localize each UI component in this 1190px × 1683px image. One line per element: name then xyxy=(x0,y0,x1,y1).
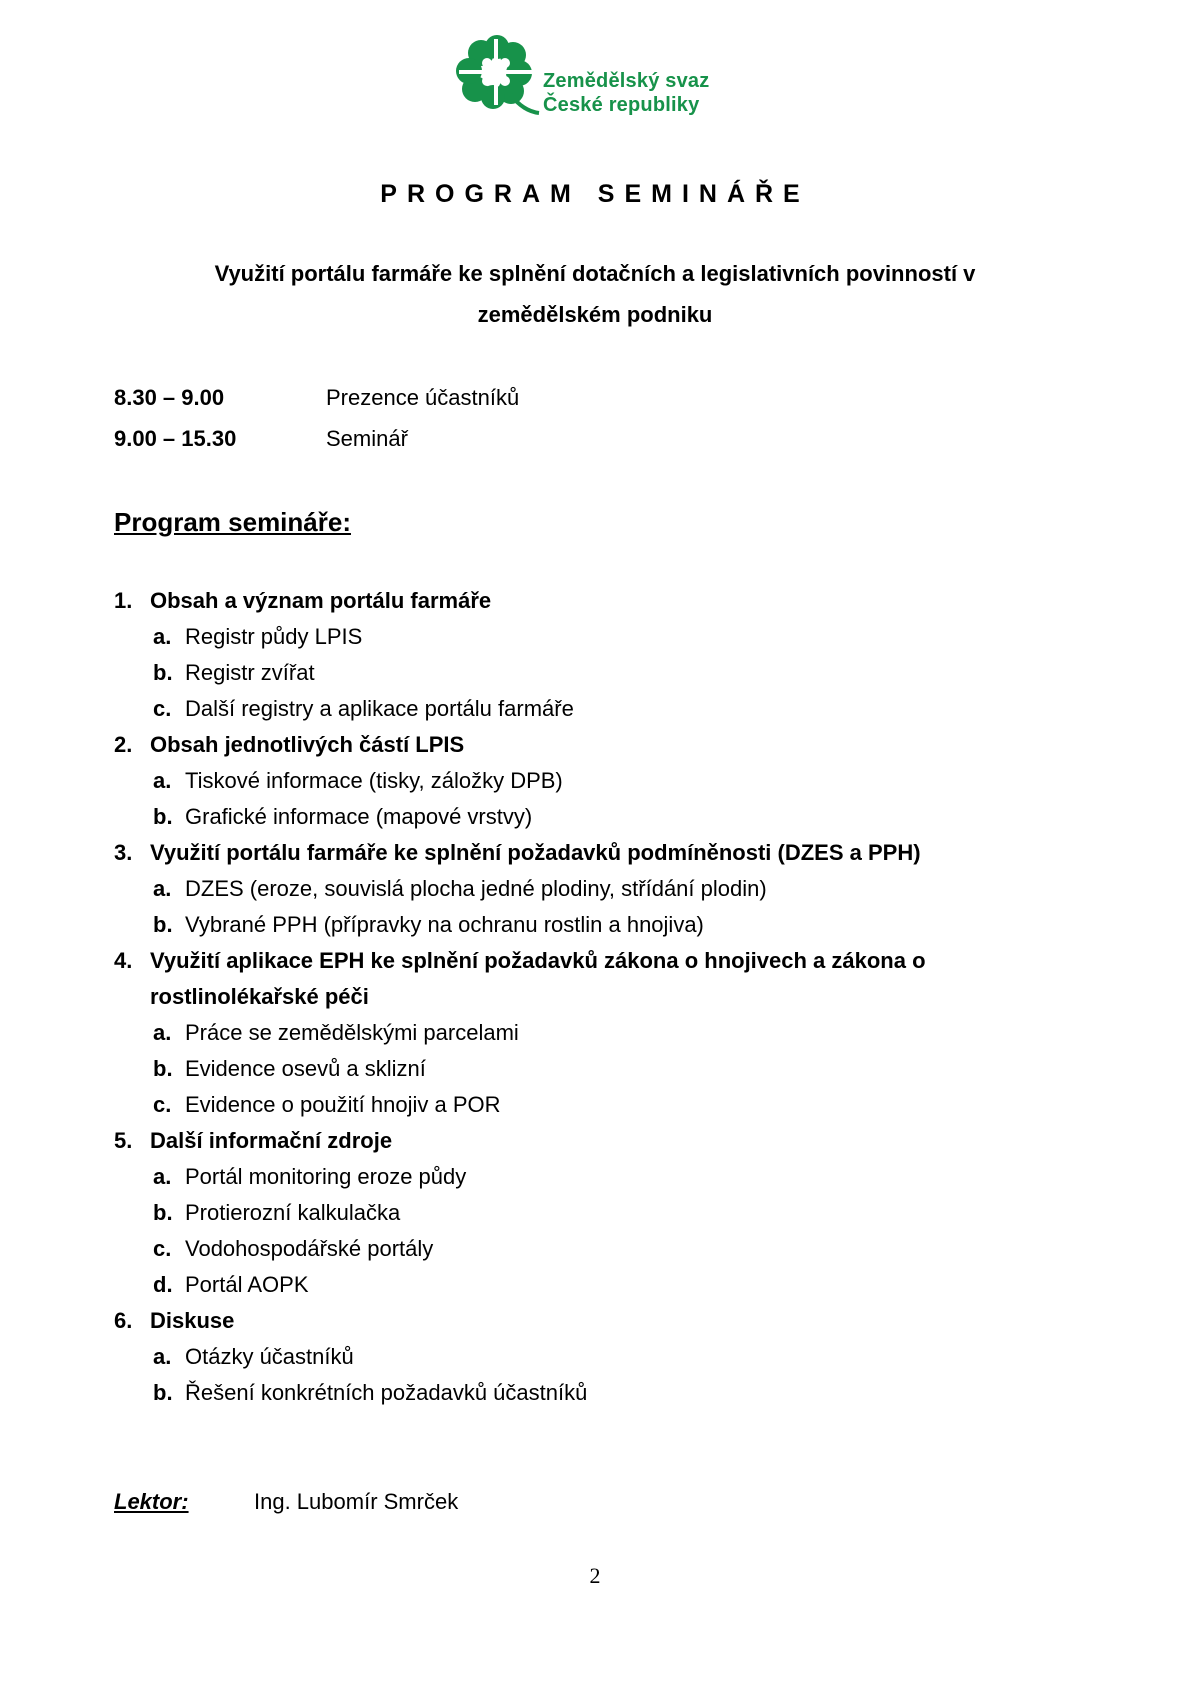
lecturer-name: Ing. Lubomír Smrček xyxy=(254,1489,459,1514)
seminar-subtitle: Využití portálu farmáře ke splnění dotačních a legislativních povinností v zemědělském podniku xyxy=(214,261,976,327)
program-subitem xyxy=(114,1051,1074,1087)
subitem-letter: a. xyxy=(153,624,172,649)
schedule-activity: Seminář xyxy=(326,426,408,451)
program-item xyxy=(114,583,1074,619)
lecturer-label: Lektor: xyxy=(114,1489,189,1514)
organization-logo xyxy=(455,33,755,123)
item-number: 1. xyxy=(114,588,133,613)
item-number: 3. xyxy=(114,840,133,865)
subitem-letter: b. xyxy=(153,804,173,829)
program-subitem xyxy=(114,1015,1074,1051)
subitem-text: Registr zvířat xyxy=(185,660,315,685)
subitem-text: Další registry a aplikace portálu farmáře xyxy=(185,696,574,721)
subitem-letter: d. xyxy=(153,1272,173,1297)
item-title: Využití aplikace EPH ke splnění požadavků zákona o hnojivech a zákona o rostlinolékařské péči xyxy=(150,948,926,1009)
program-item xyxy=(114,1123,1074,1159)
subitem-text: Otázky účastníků xyxy=(185,1344,354,1369)
program-item xyxy=(114,727,1074,763)
subitem-letter: b. xyxy=(153,1200,173,1225)
logo-wordmark xyxy=(543,69,709,117)
program-subitem xyxy=(114,691,1074,727)
subitem-text: DZES (eroze, souvislá plocha jedné plodiny, střídání plodin) xyxy=(185,876,767,901)
subitem-text: Registr půdy LPIS xyxy=(185,624,363,649)
subitem-text: Práce se zemědělskými parcelami xyxy=(185,1020,519,1045)
subitem-text: Vybrané PPH (přípravky na ochranu rostlin a hnojiva) xyxy=(185,912,704,937)
program-subitem xyxy=(114,619,1074,655)
page-number: 2 xyxy=(589,1563,601,1588)
subitem-text: Řešení konkrétních požadavků účastníků xyxy=(185,1380,588,1405)
logo-line-2: České republiky xyxy=(543,94,700,116)
item-number: 2. xyxy=(114,732,133,757)
subitem-letter: b. xyxy=(153,1056,173,1081)
subitem-letter: c. xyxy=(153,1092,172,1117)
item-title: Diskuse xyxy=(150,1308,235,1333)
subitem-text: Evidence osevů a sklizní xyxy=(185,1056,426,1081)
item-title: Obsah a význam portálu farmáře xyxy=(150,588,492,613)
schedule-time: 8.30 – 9.00 xyxy=(114,385,225,410)
logo-line-1: Zemědělský svaz xyxy=(543,70,710,92)
item-title: Další informační zdroje xyxy=(150,1128,393,1153)
program-subitem xyxy=(114,1339,1074,1375)
subitem-letter: b. xyxy=(153,1380,173,1405)
subitem-text: Protierozní kalkulačka xyxy=(185,1200,401,1225)
program-subitem xyxy=(114,871,1074,907)
program-subitem xyxy=(114,1195,1074,1231)
program-subitem xyxy=(114,907,1074,943)
subitem-text: Evidence o použití hnojiv a POR xyxy=(185,1092,501,1117)
subitem-text: Tiskové informace (tisky, záložky DPB) xyxy=(185,768,563,793)
subitem-text: Portál monitoring eroze půdy xyxy=(185,1164,467,1189)
subitem-letter: b. xyxy=(153,660,173,685)
subitem-letter: c. xyxy=(153,1236,172,1261)
subitem-letter: a. xyxy=(153,876,172,901)
program-heading: Program semináře: xyxy=(114,507,351,537)
program-subitem xyxy=(114,1375,1074,1411)
lecturer xyxy=(114,1489,459,1515)
subitem-letter: a. xyxy=(153,1164,172,1189)
subitem-letter: a. xyxy=(153,1344,172,1369)
program-subitem xyxy=(114,655,1074,691)
item-number: 6. xyxy=(114,1308,133,1333)
subitem-text: Vodohospodářské portály xyxy=(185,1236,434,1261)
program-subitem xyxy=(114,799,1074,835)
four-leaf-clover-icon xyxy=(455,33,545,123)
program-subitem xyxy=(114,763,1074,799)
item-number: 4. xyxy=(114,948,133,973)
program-item xyxy=(114,943,1074,1015)
subitem-letter: b. xyxy=(153,912,173,937)
program-list xyxy=(114,583,1074,1411)
subitem-letter: a. xyxy=(153,768,172,793)
subitem-text: Portál AOPK xyxy=(185,1272,309,1297)
schedule-time: 9.00 – 15.30 xyxy=(114,426,237,451)
subitem-letter: a. xyxy=(153,1020,172,1045)
item-title: Obsah jednotlivých částí LPIS xyxy=(150,732,465,757)
subitem-letter: c. xyxy=(153,696,172,721)
program-subitem xyxy=(114,1267,1074,1303)
schedule-activity: Prezence účastníků xyxy=(326,385,520,410)
program-subitem xyxy=(114,1087,1074,1123)
item-title: Využití portálu farmáře ke splnění požadavků podmíněnosti (DZES a PPH) xyxy=(150,840,921,865)
item-number: 5. xyxy=(114,1128,133,1153)
subitem-text: Grafické informace (mapové vrstvy) xyxy=(185,804,533,829)
program-item xyxy=(114,1303,1074,1339)
program-item xyxy=(114,835,1074,871)
program-subitem xyxy=(114,1159,1074,1195)
page-title: PROGRAM SEMINÁŘE xyxy=(380,180,810,208)
program-subitem xyxy=(114,1231,1074,1267)
